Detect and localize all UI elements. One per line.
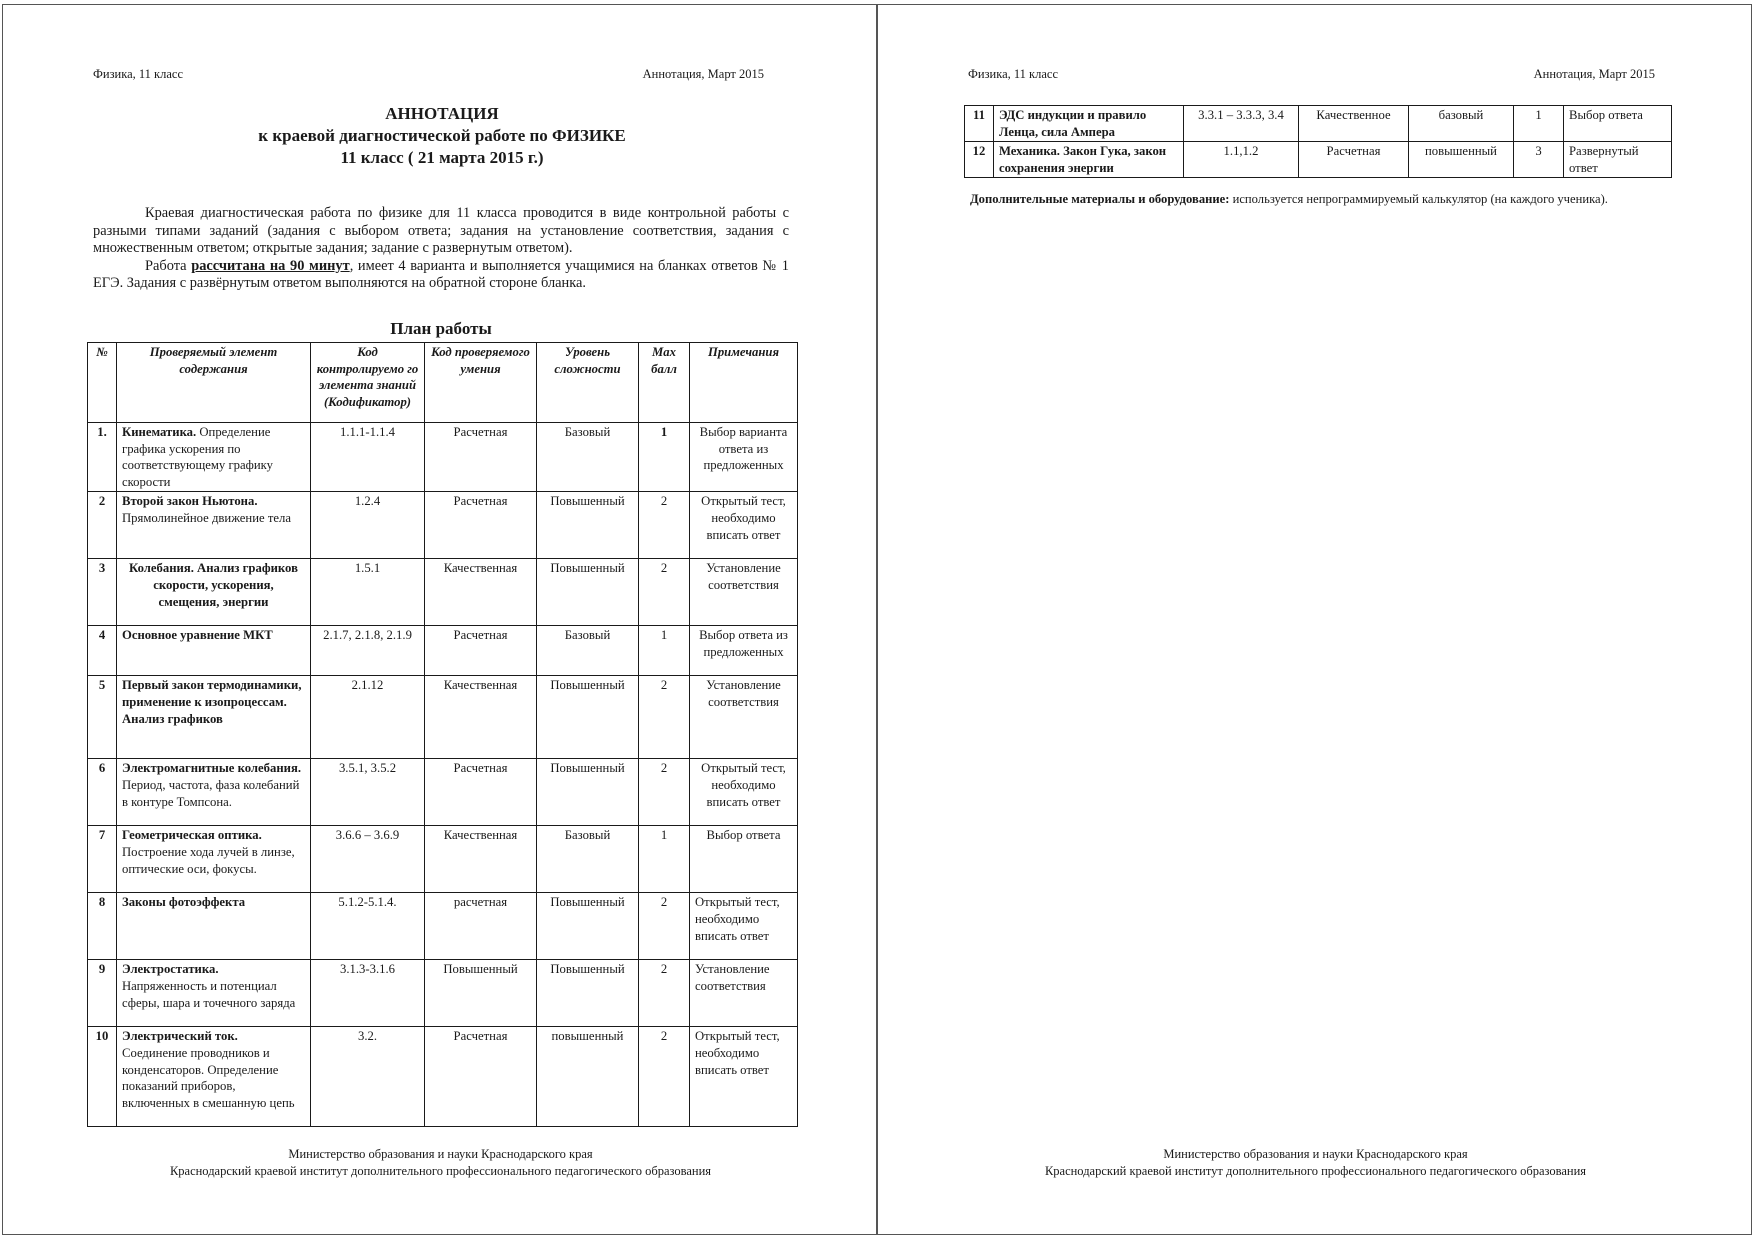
row-element-rest: Соединение проводников и конденсаторов. Определение показаний приборов, включенных в смешанную цепь <box>122 1045 295 1110</box>
additional-materials-label: Дополнительные материалы и оборудование: <box>970 192 1230 206</box>
title-line-1: АННОТАЦИЯ <box>385 104 499 123</box>
row-element-rest: Определение графика ускорения по соответствующему графику скорости <box>122 425 273 489</box>
row-element-bold: Второй закон Ньютона. <box>122 494 258 509</box>
table-row <box>88 676 798 759</box>
row-code: 2.1.12 <box>311 676 425 759</box>
page-header-subject: Физика, 11 класс <box>93 67 183 81</box>
row-note: Выбор ответа <box>690 826 798 893</box>
intro-p2-start: Работа <box>145 257 192 274</box>
duration-highlight: рассчитана на 90 минут <box>191 257 350 274</box>
row-num: 8 <box>88 893 117 960</box>
table-row <box>88 1027 798 1127</box>
header-code-skill: Код проверяемого умения <box>425 343 537 423</box>
row-element-bold: Геометрическая оптика. <box>122 828 262 843</box>
row-note: Открытый тест, необходимо вписать ответ <box>690 1027 798 1127</box>
table-row <box>88 492 798 559</box>
page-footer <box>43 1146 838 1179</box>
row-element-bold: Электростатика. <box>122 962 219 977</box>
footer-ministry: Министерство образования и науки Краснодарского края <box>288 1147 593 1161</box>
row-num: 3 <box>88 559 117 626</box>
row-code: 5.1.2-5.1.4. <box>311 893 425 960</box>
plan-table <box>87 342 798 1127</box>
row-num: 10 <box>88 1027 117 1127</box>
header-notes: Примечания <box>690 343 798 423</box>
row-element: Механика. Закон Гука, закон сохранения энергии <box>994 142 1184 178</box>
row-note: Установление соответствия <box>690 676 798 759</box>
row-num: 4 <box>88 626 117 676</box>
row-code: 1.1,1.2 <box>1184 142 1299 178</box>
table-row <box>965 142 1672 178</box>
row-note: Выбор ответа из предложенных <box>690 626 798 676</box>
intro-text <box>93 205 789 293</box>
row-max: 2 <box>639 893 690 960</box>
row-note: Развернутый ответ <box>1564 142 1672 178</box>
row-max: 2 <box>639 1027 690 1127</box>
row-note: Открытый тест, необходимо вписать ответ <box>690 893 798 960</box>
row-max: 2 <box>639 759 690 826</box>
page-header-date: Аннотация, Март 2015 <box>642 67 764 81</box>
row-element-bold: Электрический ток. <box>122 1029 238 1044</box>
table-row <box>88 626 798 676</box>
table-row <box>88 826 798 893</box>
row-skill: Качественное <box>1299 106 1409 142</box>
row-element <box>117 423 311 492</box>
additional-materials-text: используется непрограммируемый калькулятор (на каждого ученика). <box>1229 192 1608 206</box>
row-element-rest: Построение хода лучей в линзе, оптические оси, фокусы. <box>122 844 295 876</box>
row-max: 2 <box>639 960 690 1027</box>
row-max: 2 <box>639 492 690 559</box>
table-row <box>88 423 798 492</box>
row-level: Повышенный <box>537 559 639 626</box>
row-code: 3.6.6 – 3.6.9 <box>311 826 425 893</box>
intro-paragraph-1: Краевая диагностическая работа по физике для 11 класса проводится в виде контрольной работы с разными типами заданий (задания с выбором ответа; задания на установление соответствия, задания с множественным ответом; открытые задания; задание с развернутым ответом). <box>93 205 789 256</box>
row-num: 1. <box>88 423 117 492</box>
table-header-row <box>88 343 798 423</box>
row-element <box>117 826 311 893</box>
row-max: 2 <box>639 559 690 626</box>
row-max: 2 <box>639 676 690 759</box>
row-num: 11 <box>965 106 994 142</box>
row-level: Повышенный <box>537 759 639 826</box>
row-element-bold: Кинематика. <box>122 425 197 439</box>
row-element-bold: Первый закон термодинамики, применение к изопроцессам. Анализ графиков <box>122 678 302 726</box>
row-element <box>117 893 311 960</box>
row-skill: Расчетная <box>1299 142 1409 178</box>
table-row <box>88 559 798 626</box>
row-skill: Качественная <box>425 826 537 893</box>
row-max: 1 <box>639 626 690 676</box>
row-level: Повышенный <box>537 893 639 960</box>
row-element <box>117 626 311 676</box>
row-element <box>117 1027 311 1127</box>
row-element <box>117 759 311 826</box>
row-code: 3.3.1 – 3.3.3, 3.4 <box>1184 106 1299 142</box>
row-element <box>117 960 311 1027</box>
row-num: 7 <box>88 826 117 893</box>
row-note: Установление соответствия <box>690 960 798 1027</box>
row-num: 9 <box>88 960 117 1027</box>
row-num: 2 <box>88 492 117 559</box>
row-skill: Расчетная <box>425 1027 537 1127</box>
document-title <box>93 103 791 169</box>
row-element <box>117 559 311 626</box>
row-level: Повышенный <box>537 492 639 559</box>
row-skill: Повышенный <box>425 960 537 1027</box>
row-element-bold: Электромагнитные колебания. <box>122 761 301 776</box>
table-row <box>965 106 1672 142</box>
page-header-subject: Физика, 11 класс <box>968 67 1058 81</box>
row-note: Установление соответствия <box>690 559 798 626</box>
row-code: 1.1.1-1.1.4 <box>311 423 425 492</box>
intro-paragraph-2 <box>93 258 789 293</box>
row-num: 6 <box>88 759 117 826</box>
footer-institute: Краснодарский краевой институт дополнительного профессионального педагогического образования <box>169 1163 712 1178</box>
header-element: Проверяемый элемент содержания <box>117 343 311 423</box>
row-num: 12 <box>965 142 994 178</box>
row-element <box>117 676 311 759</box>
row-level: Базовый <box>537 423 639 492</box>
row-max: 1 <box>1514 106 1564 142</box>
table-row <box>88 960 798 1027</box>
document-page-left <box>2 4 877 1235</box>
row-code: 2.1.7, 2.1.8, 2.1.9 <box>311 626 425 676</box>
row-element-rest: Напряженность и потенциал сферы, шара и точечного заряда <box>122 978 296 1010</box>
table-row <box>88 893 798 960</box>
row-note: Открытый тест, необходимо вписать ответ <box>690 759 798 826</box>
header-level: Уровень сложности <box>537 343 639 423</box>
document-page-right <box>877 4 1752 1235</box>
row-max: 1 <box>639 423 690 492</box>
row-level: повышенный <box>537 1027 639 1127</box>
row-element-bold: Основное уравнение МКТ <box>122 628 273 643</box>
additional-materials <box>970 191 1665 208</box>
row-max: 3 <box>1514 142 1564 178</box>
row-skill: расчетная <box>425 893 537 960</box>
row-code: 3.2. <box>311 1027 425 1127</box>
page-footer <box>918 1146 1713 1179</box>
plan-title: План работы <box>390 319 492 338</box>
row-element-bold: Колебания. Анализ графиков скорости, ускорения, смещения, энергии <box>129 561 298 609</box>
row-element-bold: Законы фотоэффекта <box>122 895 246 910</box>
title-line-3: 11 класс ( 21 марта 2015 г.) <box>340 148 544 167</box>
table-row <box>88 759 798 826</box>
row-element-rest: Период, частота, фаза колебаний в контуре Томпсона. <box>122 777 300 809</box>
header-num: № <box>88 343 117 423</box>
page-header-date: Аннотация, Март 2015 <box>1533 67 1655 81</box>
row-num: 5 <box>88 676 117 759</box>
footer-institute: Краснодарский краевой институт дополнительного профессионального педагогического образования <box>1044 1163 1587 1178</box>
title-line-2: к краевой диагностической работе по ФИЗИКЕ <box>258 126 626 145</box>
row-element <box>117 492 311 559</box>
row-note: Выбор ответа <box>1564 106 1672 142</box>
row-skill: Расчетная <box>425 492 537 559</box>
row-skill: Качественная <box>425 676 537 759</box>
row-skill: Расчетная <box>425 626 537 676</box>
footer-ministry: Министерство образования и науки Краснодарского края <box>1163 1147 1468 1161</box>
row-level: Базовый <box>537 626 639 676</box>
header-max: Max балл <box>639 343 690 423</box>
row-level: Базовый <box>537 826 639 893</box>
row-skill: Расчетная <box>425 423 537 492</box>
header-code-element: Код контролируемо го элемента знаний (Кодификатор) <box>311 343 425 423</box>
row-level: Повышенный <box>537 960 639 1027</box>
row-code: 1.5.1 <box>311 559 425 626</box>
row-element: ЭДС индукции и правило Ленца, сила Ампера <box>994 106 1184 142</box>
row-element-rest: Прямолинейное движение тела <box>122 510 291 525</box>
row-note: Выбор варианта ответа из предложенных <box>690 423 798 492</box>
row-note: Открытый тест, необходимо вписать ответ <box>690 492 798 559</box>
row-max: 1 <box>639 826 690 893</box>
row-level: базовый <box>1409 106 1514 142</box>
row-skill: Качественная <box>425 559 537 626</box>
intro-p2-end: , имеет 4 варианта и выполняется учащимися на бланках ответов № 1 ЕГЭ. Задания с развёрнутым ответом выполняются на обратной стороне бланка. <box>93 257 789 291</box>
row-code: 1.2.4 <box>311 492 425 559</box>
row-level: Повышенный <box>537 676 639 759</box>
plan-table-continued <box>964 105 1672 178</box>
row-code: 3.1.3-3.1.6 <box>311 960 425 1027</box>
row-level: повышенный <box>1409 142 1514 178</box>
row-code: 3.5.1, 3.5.2 <box>311 759 425 826</box>
row-skill: Расчетная <box>425 759 537 826</box>
